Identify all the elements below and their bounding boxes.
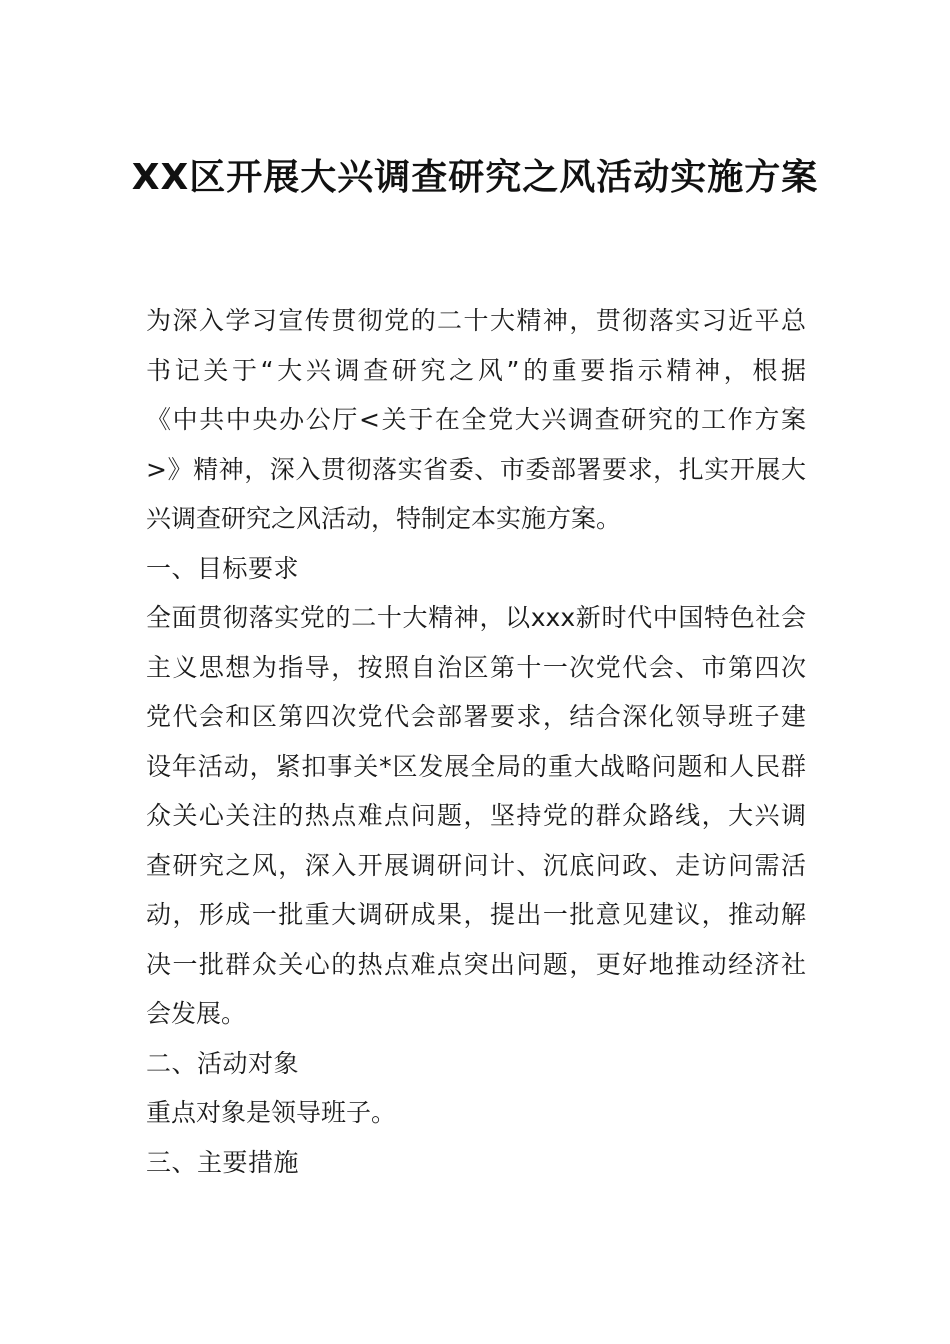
paragraph-goals-line-2: 主义思想为指导，按照自治区第十一次党代会、市第四次	[146, 652, 806, 682]
section-heading-goals: 一、目标要求	[146, 553, 300, 583]
paragraph-intro-line-4: >》精神，深入贯彻落实省委、市委部署要求，扎实开展大	[146, 454, 806, 484]
paragraph-goals-line-3: 党代会和区第四次党代会部署要求，结合深化领导班子建	[146, 702, 806, 731]
paragraph-intro-line-3: 《中共中央办公厅<关于在全党大兴调查研究的工作方案	[146, 405, 806, 434]
document-title: XX区开展大兴调查研究之风活动实施方案	[131, 157, 819, 198]
paragraph-goals-line-5: 众关心关注的热点难点问题，坚持党的群众路线，大兴调	[146, 801, 806, 830]
paragraph-intro-line-1: 为深入学习宣传贯彻党的二十大精神，贯彻落实习近平总	[146, 306, 806, 335]
section-heading-targets: 二、活动对象	[146, 1048, 300, 1078]
section-heading-measures: 三、主要措施	[146, 1147, 300, 1177]
paragraph-intro-line-2: 书记关于“大兴调查研究之风”的重要指示精神，根据	[146, 355, 806, 385]
document-body	[146, 296, 806, 1187]
paragraph-goals-line-7: 动，形成一批重大调研成果，提出一批意见建议，推动解	[146, 900, 806, 929]
paragraph-goals-line-4: 设年活动，紧扣事关*区发展全局的重大战略问题和人民群	[146, 751, 806, 781]
paragraph-intro-line-5: 兴调查研究之风活动，特制定本实施方案。	[146, 504, 622, 533]
paragraph-targets-line-1: 重点对象是领导班子。	[146, 1098, 397, 1127]
paragraph-goals-line-6: 查研究之风，深入开展调研问计、沉底问政、走访问需活	[146, 850, 806, 880]
paragraph-goals-line-1: 全面贯彻落实党的二十大精神，以xxx新时代中国特色社会	[146, 603, 806, 632]
paragraph-goals-line-8: 决一批群众关心的热点难点突出问题，更好地推动经济社	[146, 949, 806, 979]
paragraph-goals-line-9: 会发展。	[146, 999, 247, 1028]
